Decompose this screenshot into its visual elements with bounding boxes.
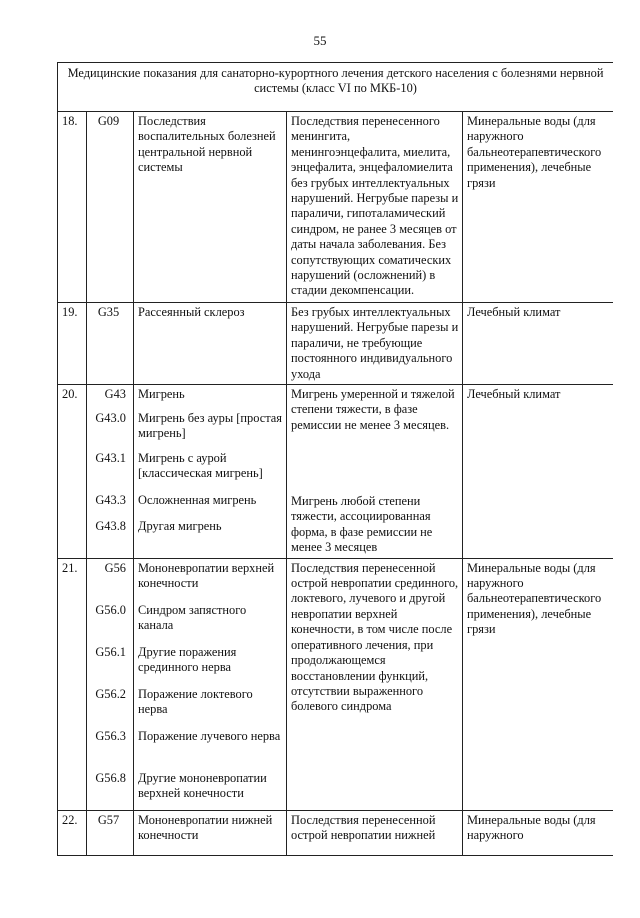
disease-name: Последствия воспалительных болезней центральной нервной системы [138,114,276,175]
icd-code: G56.8 [95,770,126,785]
disease-name-cell [134,558,287,810]
icd-code: G56.3 [95,728,126,743]
disease-name: Другие поражения срединного нерва [138,644,237,675]
resort-factors-cell: Минеральные воды (для наружного бальнеотерапевтического применения), лечебные грязи [463,112,614,303]
indication-cell [287,303,463,385]
icd-code: G43.1 [95,451,126,466]
icd-code: G43.3 [95,493,126,508]
disease-name: Другие мононевропатии верхней конечности [138,770,267,801]
icd-code: G56.2 [95,686,126,701]
table-row [58,385,614,559]
indication-text: Последствия перенесенного менингита, менингоэнцефалита, миелита, энцефалита, энцефаломиелита без грубых интеллектуальных нарушений. Негрубые парезы и параличи, гипоталамический синдром, не ранее 3 месяцев от даты начала заболевания. Без сопутствующих соматических нарушений (осложнений) в стадии декомпенсации. [291,114,459,298]
icd-code: G57 [97,812,120,827]
disease-name: Мигрень без ауры [простая мигрень] [138,411,282,441]
page-number: 55 [313,33,327,48]
resort-factors-cell: Лечебный климат [463,385,614,559]
indication-cell [287,558,463,810]
icd-code-cell [87,385,134,559]
indication-text: Мигрень умеренной и тяжелой степени тяжести, в фазе ремиссии не менее 3 месяцев. [291,387,455,432]
table-row [58,810,614,855]
icd-code-cell [87,112,134,303]
icd-code: G56 [104,560,126,575]
disease-name: Рассеянный склероз [138,305,245,319]
indication-text: Без грубых интеллектуальных нарушений. Негрубые парезы и параличи, не требующие постоянного индивидуального ухода [291,305,459,381]
disease-name: Мононевропатии нижней конечности [138,812,273,843]
disease-name: Другая мигрень [138,519,222,534]
icd-code: G35 [97,305,120,319]
table-row [58,112,614,303]
icd-code: G09 [97,114,120,128]
icd-code: G43 [104,387,126,402]
icd-code-cell [87,810,134,855]
disease-name: Осложненная мигрень [138,493,257,508]
row-number: 22. [58,810,87,855]
indication-cell [287,385,463,559]
disease-name: Синдром запястного канала [138,602,247,633]
table-row [58,303,614,385]
indication-cell [287,112,463,303]
resort-factors-cell: Минеральные воды (для наружного [463,810,614,855]
row-number: 20. [58,385,87,559]
icd-code-cell [87,558,134,810]
disease-name: Мигрень [138,387,185,402]
disease-name-cell [134,810,287,855]
disease-name: Поражение лучевого нерва [138,728,281,743]
disease-name-cell [134,303,287,385]
icd-code-cell [87,303,134,385]
row-number: 21. [58,558,87,810]
disease-name-cell [134,385,287,559]
table-caption-row [58,63,614,112]
disease-name: Мононевропатии верхней конечности [138,560,275,591]
disease-name-cell [134,112,287,303]
indications-table [57,62,613,856]
icd-code: G43.0 [95,411,126,426]
icd-code: G56.0 [95,602,126,617]
icd-code: G43.8 [95,519,126,534]
row-number: 18. [58,112,87,303]
resort-factors-cell: Лечебный климат [463,303,614,385]
disease-name: Мигрень с аурой [классическая мигрень] [138,451,263,481]
row-number: 19. [58,303,87,385]
indication-cell [287,810,463,855]
table-row [58,558,614,810]
indication-text: Последствия перенесенной острой невропатии срединного, локтевого, лучевого и другой невропатии верхней конечности, в том числе после оперативного лечения, при продолжающемся восстановлении функций, отсутствии выраженного болевого синдрома [291,560,459,714]
resort-factors-cell: Минеральные воды (для наружного бальнеотерапевтического применения), лечебные грязи [463,558,614,810]
indications-table-frame [57,62,613,918]
icd-code: G56.1 [95,644,126,659]
indication-text: Последствия перенесенной острой невропатии нижней [291,812,436,843]
indication-text-secondary: Мигрень любой степени тяжести, ассоциированная форма, в фазе ремиссии не менее 3 месяцев [291,494,433,555]
disease-name: Поражение локтевого нерва [138,686,253,717]
table-caption: Медицинские показания для санаторно-курортного лечения детского населения с болезнями нервной системы (класс VI по МКБ-10) [58,63,614,112]
